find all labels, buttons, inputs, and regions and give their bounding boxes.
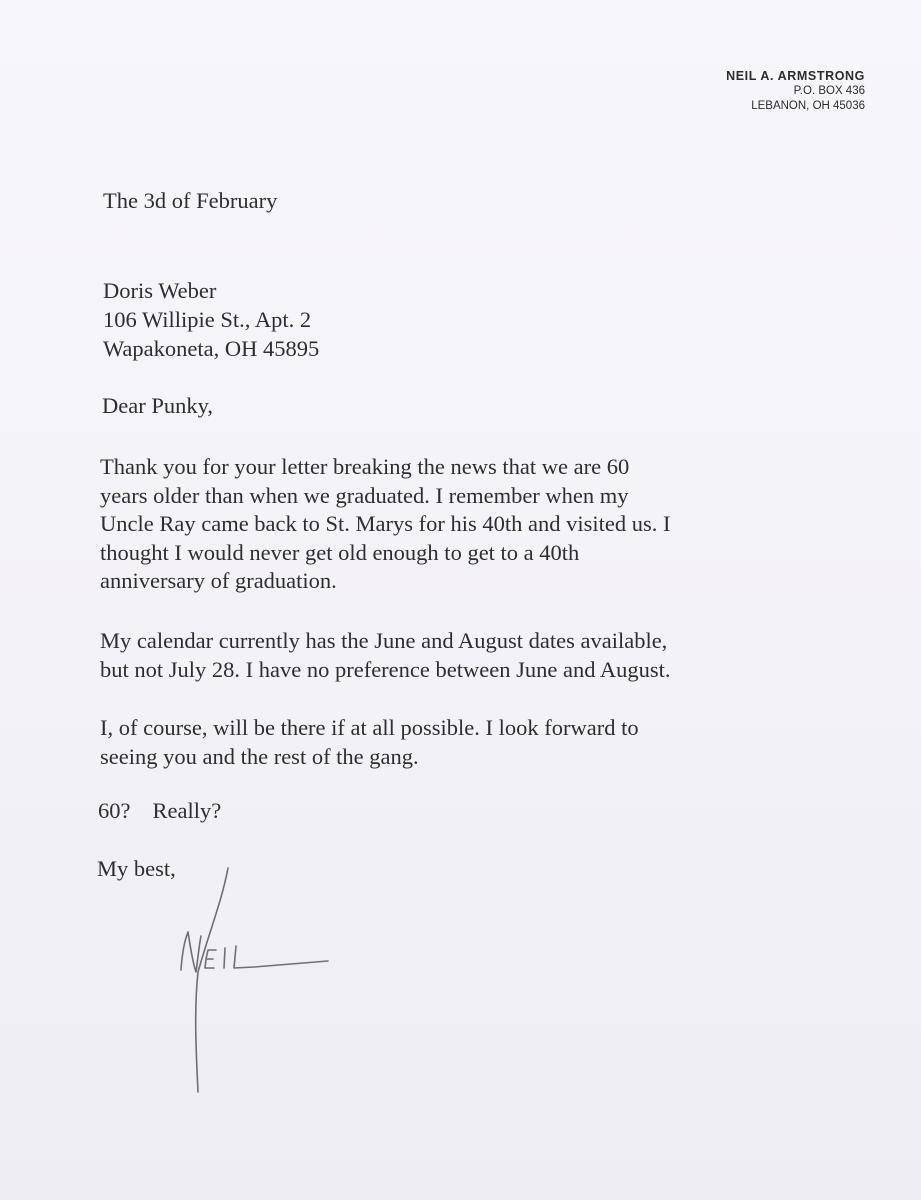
paragraph-line: I, of course, will be there if at all possible. I look forward to	[100, 715, 639, 740]
paragraph-line: anniversary of graduation.	[100, 568, 337, 593]
letterhead-po-box: P.O. BOX 436	[793, 85, 865, 97]
paragraph-line: but not July 28. I have no preference between June and August.	[100, 656, 671, 682]
paragraph-line: Uncle Ray came back to St. Marys for his 40th and visited us. I	[100, 511, 671, 536]
paragraph-line: years older than when we graduated. I remember when my	[100, 482, 629, 508]
letter-date: The 3d of February	[103, 188, 278, 213]
recipient-name: Doris Weber	[103, 278, 217, 303]
paragraph-line: thought I would never get old enough to get to a 40th	[100, 539, 580, 565]
paragraph-line: My calendar currently has the June and August dates available,	[100, 628, 668, 653]
handwritten-signature	[170, 860, 340, 1100]
paragraph-line: seeing you and the rest of the gang.	[100, 743, 419, 769]
recipient-address	[103, 276, 319, 363]
letterhead-name: NEIL A. ARMSTRONG	[726, 69, 865, 83]
question-sixty: 60?	[98, 798, 131, 823]
question-really: Really?	[152, 798, 222, 823]
salutation: Dear Punky,	[102, 393, 214, 418]
paragraph-2	[100, 627, 670, 684]
closing: My best,	[97, 856, 176, 881]
letterhead	[726, 68, 865, 114]
paragraph-3	[100, 714, 639, 771]
paragraph-line: Thank you for your letter breaking the news that we are 60	[100, 454, 630, 479]
recipient-city: Wapakoneta, OH 45895	[103, 336, 320, 361]
letterhead-city: LEBANON, OH 45036	[751, 100, 865, 112]
paragraph-1	[100, 453, 671, 596]
recipient-street: 106 Willipie St., Apt. 2	[103, 307, 312, 332]
paragraph-4	[98, 798, 221, 824]
